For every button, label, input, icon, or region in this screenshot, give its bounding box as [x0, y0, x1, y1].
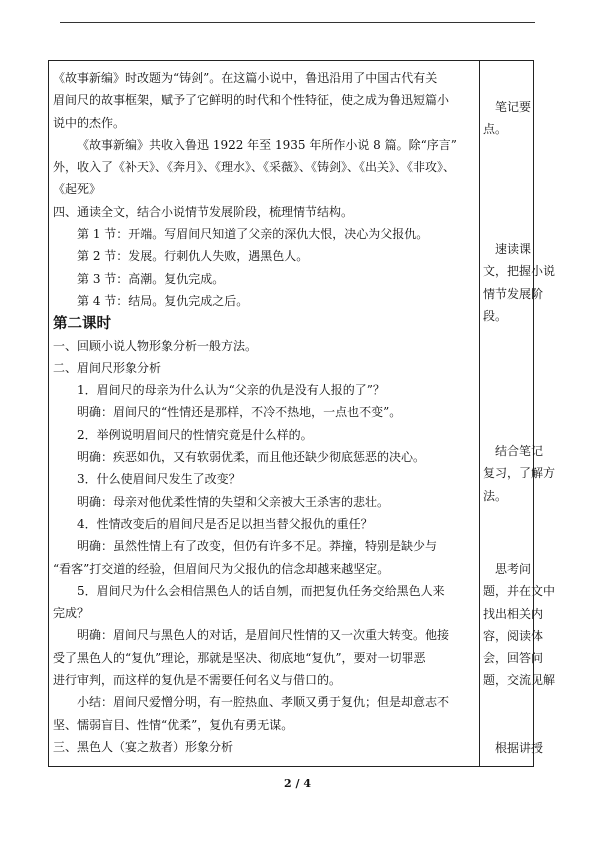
header-rule — [60, 22, 535, 23]
side-note-line: 思考问 — [495, 562, 532, 576]
text-line: 坚、懦弱盲目、性情“优柔”，复仇有勇无谋。 — [53, 717, 294, 732]
side-note-line: 找出相关内 — [483, 606, 544, 621]
text-line: 完成？ — [53, 606, 90, 621]
text-line: 4．性情改变后的眉间尺是否足以担当替父报仇的重任？ — [77, 516, 373, 531]
text-line: 明确：疾恶如仇，又有软弱优柔，而且他还缺少彻底惩恶的决心。 — [77, 450, 426, 465]
side-note-line: 情节发展阶 — [483, 286, 544, 301]
text-line: 第 4 节：结局。复仇完成之后。 — [77, 293, 249, 308]
side-note-line: 题，交流见解 — [483, 673, 556, 688]
column-divider — [479, 61, 480, 766]
text-line: 说中的杰作。 — [53, 115, 126, 130]
text-line: 受了黑色人的“复仇”理论，那就是坚决、彻底地“复仇”，要对一切罪恶 — [53, 650, 426, 665]
text-line: 二、眉间尺形象分析 — [53, 360, 162, 375]
text-line: 第 2 节：发展。行刺仇人失败，遇黑色人。 — [77, 249, 309, 264]
text-line: 一、回顾小说人物形象分析一般方法。 — [53, 338, 258, 353]
text-line: 5．眉间尺为什么会相信黑色人的话自刎，而把复仇任务交给黑色人来 — [77, 583, 445, 598]
side-note-line: 笔记要 — [495, 100, 532, 114]
text-line: 明确：眉间尺与黑色人的对话，是眉间尺性情的又一次重大转变。他接 — [77, 628, 450, 643]
side-note-line: 根据讲授 — [495, 741, 544, 755]
side-note-line: 复习，了解方 — [483, 466, 556, 481]
text-line: 第 3 节：高潮。复仇完成。 — [77, 271, 225, 286]
side-note-line: 速读课 — [495, 242, 532, 256]
main-content-column — [53, 67, 473, 758]
text-line: 眉间尺的故事框架，赋予了它鲜明的时代和个性特征，使之成为鲁迅短篇小 — [53, 93, 450, 108]
text-line: 3．什么使眉间尺发生了改变？ — [77, 472, 241, 487]
text-line: 进行审判，而这样的复仇是不需要任何名义与借口的。 — [53, 673, 342, 688]
side-note — [483, 558, 556, 692]
section-heading: 第二课时 — [53, 316, 111, 333]
text-line: “看客”打交道的经验，但眉间尺为父报仇的信念却越来越坚定。 — [53, 561, 390, 576]
side-note — [483, 737, 544, 759]
text-line: 四、通读全文，结合小说情节发展阶段，梳理情节结构。 — [53, 204, 354, 219]
text-line: 《故事新编》时改题为“铸剑”。在这篇小说中，鲁迅沿用了中国古代有关 — [53, 71, 438, 85]
side-note-line: 段。 — [483, 308, 508, 323]
side-note-line: 文，把握小说 — [483, 264, 556, 279]
page-number: 2 / 4 — [284, 777, 311, 790]
side-note-line: 会，回答问 — [483, 651, 544, 666]
text-line: 2．举例说明眉间尺的性情究竟是什么样的。 — [77, 427, 313, 442]
text-line: 明确：眉间尺的“性情还是那样，不冷不热地，一点也不变”。 — [77, 405, 402, 420]
side-note-line: 容，阅读体 — [483, 628, 544, 643]
text-line: 《起死》 — [53, 182, 102, 197]
text-line: 1．眉间尺的母亲为什么认为“父亲的仇是没有人报的了”？ — [77, 383, 385, 398]
side-note-line: 结合笔记 — [495, 444, 544, 458]
side-note — [483, 96, 531, 141]
text-line: 小结：眉间尺爱憎分明，有一腔热血、孝顺又勇于复仇；但是却意志不 — [77, 695, 450, 710]
side-note-line: 点。 — [483, 122, 508, 137]
text-line: 第 1 节：开端。写眉间尺知道了父亲的深仇大恨，决心为父报仇。 — [77, 227, 429, 242]
side-note — [483, 238, 556, 327]
text-line: 明确：虽然性情上有了改变，但仍有许多不足。莽撞，特别是缺少与 — [77, 539, 438, 554]
side-note-line: 题，并在文中 — [483, 584, 556, 599]
text-line: 明确：母亲对他优柔性情的失望和父亲被大王杀害的悲壮。 — [77, 494, 390, 509]
text-line: 《故事新编》共收入鲁迅 1922 年至 1935 年所作小说 8 篇。除“序言” — [77, 137, 457, 152]
text-line: 外，收入了《补天》、《奔月》、《理水》、《采薇》、《铸剑》、《出关》、《非攻》、 — [53, 160, 456, 175]
side-note-line: 法。 — [483, 488, 508, 503]
lesson-plan-table — [48, 60, 556, 767]
text-line: 三、黑色人（宴之敖者）形象分析 — [53, 739, 234, 754]
side-note — [483, 440, 556, 507]
